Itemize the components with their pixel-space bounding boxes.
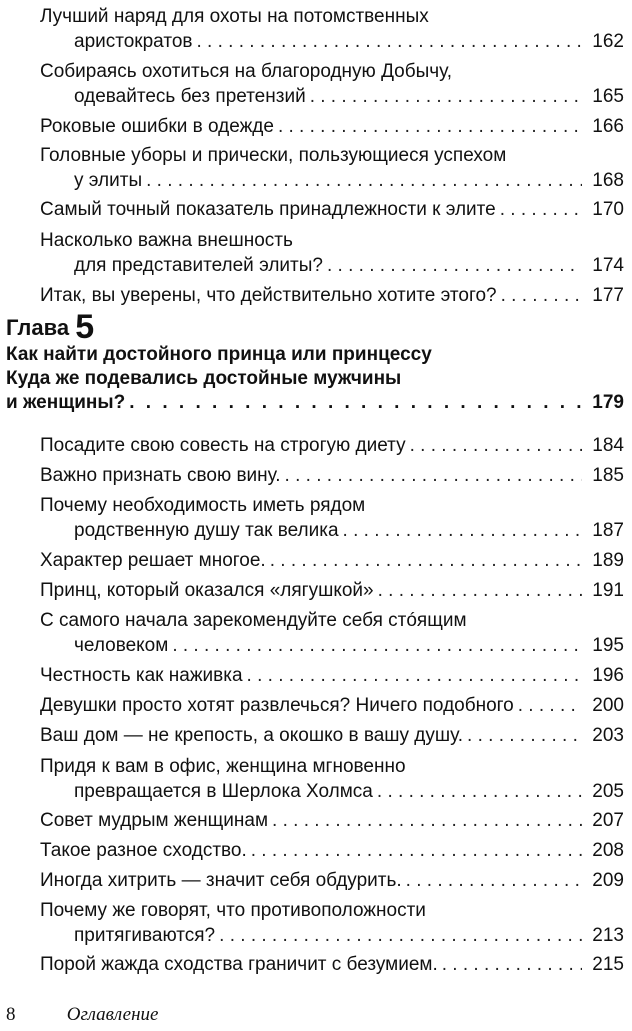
toc-page-number: 184 (582, 433, 624, 458)
toc-entry-text: Самый точный показатель принадлежности к элите (40, 197, 500, 222)
toc-entry-line (40, 952, 624, 977)
chapter-subtitle-line2 (6, 391, 624, 415)
toc-entry[interactable] (40, 754, 624, 804)
toc-entry-line: Головные уборы и прически, пользующиеся успехом (40, 145, 507, 166)
toc-entry-text: у элиты (74, 168, 146, 193)
dot-leader (251, 838, 582, 863)
toc-entry[interactable] (40, 898, 624, 948)
dot-leader (129, 391, 588, 415)
toc-entry[interactable] (40, 548, 624, 573)
toc-page-number: 162 (582, 29, 624, 54)
chapter-subtitle-text: и женщины? (6, 392, 126, 413)
toc-page-number: 166 (582, 114, 624, 139)
dot-leader (518, 693, 582, 718)
toc-entry-line (40, 463, 624, 488)
dot-leader (278, 114, 582, 139)
toc-entry-line (40, 779, 624, 804)
dot-leader (327, 253, 582, 278)
footer-page-number: 8 (6, 1004, 16, 1025)
toc-entry-line (40, 518, 624, 543)
toc-entry-text: Ваш дом — не крепость, а окошко в вашу душу. (40, 723, 467, 748)
toc-entry-line (40, 633, 624, 658)
toc-entry-line (40, 868, 624, 893)
toc-entry-line: Почему необходимость иметь рядом (40, 495, 366, 516)
toc-entry-line (40, 433, 624, 458)
toc-page-number: 213 (582, 923, 624, 948)
toc-entry-text: Характер решает многое. (40, 548, 270, 573)
dot-leader (146, 168, 582, 193)
chapter-title: Как найти достойного принца или принцессу (6, 344, 432, 365)
toc-entry[interactable] (40, 838, 624, 863)
toc-entry[interactable] (40, 723, 624, 748)
toc-entry-line: Придя к вам в офис, женщина мгновенно (40, 756, 406, 777)
toc-entry-text: одевайтесь без претензий (74, 84, 310, 109)
toc-entry-line: Лучший наряд для охоты на потомственных (40, 6, 429, 27)
toc-page-number: 165 (582, 84, 624, 109)
dot-leader (406, 868, 582, 893)
toc-entry[interactable] (40, 228, 624, 278)
toc-entry-text: Девушки просто хотят развлечься? Ничего подобного (40, 693, 518, 718)
page-footer (6, 1004, 158, 1026)
toc-page-number: 205 (582, 779, 624, 804)
toc-entry-text: превращается в Шерлока Холмса (74, 779, 377, 804)
toc-entry-text: Иногда хитрить — значит себя обдурить. (40, 868, 406, 893)
dot-leader (172, 633, 582, 658)
toc-entry[interactable] (40, 4, 624, 54)
dot-leader (219, 923, 582, 948)
footer-section-title: Оглавление (66, 1004, 159, 1025)
dot-leader (467, 723, 582, 748)
dot-leader (196, 29, 582, 54)
toc-entry[interactable] (40, 693, 624, 718)
dot-leader (378, 578, 582, 603)
toc-entry-line (40, 663, 624, 688)
toc-entry-line (40, 578, 624, 603)
toc-entry[interactable] (40, 463, 624, 488)
chapter-page-number: 179 (592, 392, 624, 413)
toc-entry-line (40, 168, 624, 193)
toc-entry[interactable] (40, 952, 624, 977)
toc-page-number: 195 (582, 633, 624, 658)
chapter-label-text: Глава (6, 315, 70, 340)
toc-entry[interactable] (40, 663, 624, 688)
toc-entry-text: Посадите свою совесть на строгую диету (40, 433, 410, 458)
dot-leader (410, 433, 582, 458)
toc-entry-text: Принц, который оказался «лягушкой» (40, 578, 378, 603)
toc-entry[interactable] (40, 578, 624, 603)
dot-leader (270, 548, 582, 573)
toc-entry-text: Порой жажда сходства граничит с безумием. (40, 952, 442, 977)
dot-leader (247, 663, 582, 688)
toc-entry[interactable] (40, 493, 624, 543)
toc-page-number: 208 (582, 838, 624, 863)
dot-leader (442, 952, 582, 977)
toc-entry-line (40, 114, 624, 139)
toc-entry-text: родственную душу так велика (74, 518, 343, 543)
toc-page-number: 187 (582, 518, 624, 543)
toc-entry-line (40, 548, 624, 573)
chapter-5-heading (6, 308, 624, 415)
toc-entry[interactable] (40, 608, 624, 658)
toc-entry-line (40, 29, 624, 54)
chapter-label (6, 308, 624, 346)
dot-leader (272, 808, 582, 833)
toc-page-number: 168 (582, 168, 624, 193)
toc-page-number: 177 (582, 283, 624, 308)
toc-entry[interactable] (40, 283, 624, 308)
toc-entry[interactable] (40, 59, 624, 109)
toc-entry[interactable] (40, 114, 624, 139)
toc-page-number: 215 (582, 952, 624, 977)
toc-page-number: 209 (582, 868, 624, 893)
toc-entry-text: Такое разное сходство. (40, 838, 251, 863)
toc-entry[interactable] (40, 808, 624, 833)
toc-entry-line (40, 197, 624, 222)
toc-page-number: 191 (582, 578, 624, 603)
toc-entry-line: Почему же говорят, что противоположности (40, 900, 426, 921)
toc-entry-text: Честность как наживка (40, 663, 247, 688)
toc-page-number: 189 (582, 548, 624, 573)
dot-leader (285, 463, 582, 488)
toc-entry-line: С самого начала зарекомендуйте себя стóящим (40, 610, 467, 631)
toc-entry-text: Совет мудрым женщинам (40, 808, 272, 833)
toc-entry-line (40, 723, 624, 748)
toc-page-number: 185 (582, 463, 624, 488)
toc-entry-line (40, 693, 624, 718)
toc-entry-text: аристократов (74, 29, 196, 54)
dot-leader (310, 84, 582, 109)
toc-page-number: 196 (582, 663, 624, 688)
toc-entry-line (40, 253, 624, 278)
toc-page-number: 170 (582, 197, 624, 222)
toc-entry-line: Собираясь охотиться на благородную Добычу, (40, 61, 453, 82)
toc-entry-text: человеком (74, 633, 172, 658)
toc-entry[interactable] (40, 868, 624, 893)
toc-entry[interactable] (40, 143, 624, 193)
chapter-subtitle-line1: Куда же подевались достойные мужчины (6, 368, 402, 389)
toc-entry-text: притягиваются? (74, 923, 219, 948)
toc-entry-line (40, 923, 624, 948)
toc-entry[interactable] (40, 197, 624, 222)
toc-entry-line (40, 283, 624, 308)
toc-page-number: 174 (582, 253, 624, 278)
toc-page-number: 200 (582, 693, 624, 718)
dot-leader (343, 518, 582, 543)
chapter-number: 5 (75, 308, 95, 346)
toc-entry-line (40, 808, 624, 833)
toc-entry-line (40, 84, 624, 109)
toc-entry[interactable] (40, 433, 624, 458)
toc-page-number: 207 (582, 808, 624, 833)
toc-entry-text: Важно признать свою вину. (40, 463, 285, 488)
toc-entry-line (40, 838, 624, 863)
toc-entry-text: Итак, вы уверены, что действительно хотите этого? (40, 283, 501, 308)
dot-leader (501, 283, 582, 308)
dot-leader (377, 779, 582, 804)
dot-leader (500, 197, 582, 222)
toc-entry-text: Роковые ошибки в одежде (40, 114, 278, 139)
toc-page-number: 203 (582, 723, 624, 748)
toc-entry-line: Насколько важна внешность (40, 230, 293, 251)
toc-entry-text: для представителей элиты? (74, 253, 327, 278)
